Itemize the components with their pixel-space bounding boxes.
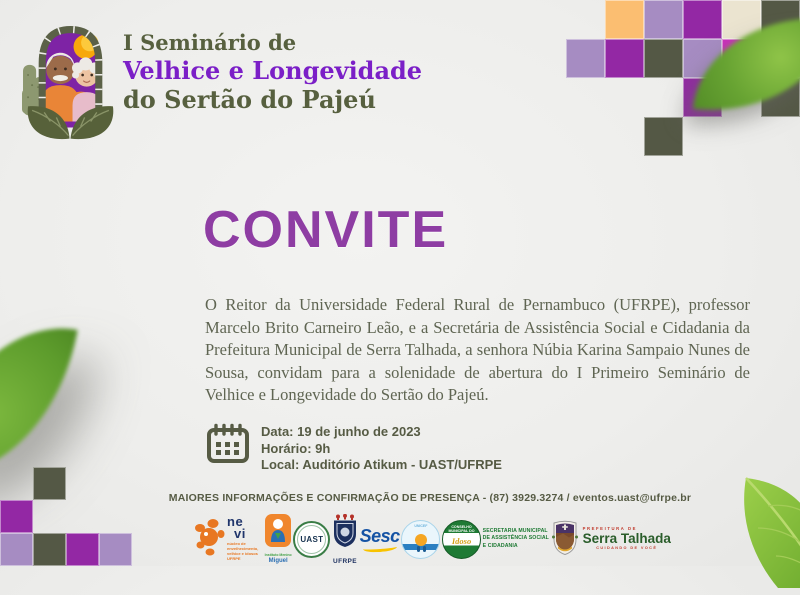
pixel-square-purple <box>683 0 722 39</box>
prefeitura-name: Serra Talhada <box>582 531 671 547</box>
headline-convite: CONVITE <box>203 201 449 259</box>
serra-talhada-crest-icon <box>551 519 579 560</box>
miguel-label: Miguel <box>268 558 288 564</box>
logo-ufrpe <box>332 514 358 565</box>
conselho-text-2: MUNICIPAL DO <box>448 529 475 534</box>
conselho-text-1: CONSELHO <box>451 524 472 529</box>
logo-prefeitura-serra-talhada <box>551 519 671 560</box>
prefeitura-slogan: CUIDANDO DE VOCÊ <box>596 545 658 550</box>
logo-sesc <box>360 526 400 552</box>
seminar-logo-badge <box>22 8 118 142</box>
conselho-seal-icon <box>442 520 481 559</box>
leaf-photo-bottom-right <box>736 470 800 590</box>
pixel-square-lilac <box>566 39 605 78</box>
secretaria-line2: DE ASSISTÊNCIA SOCIAL <box>482 535 549 542</box>
sesc-wordmark: Sesc <box>359 526 400 546</box>
unicef-seal-icon <box>401 520 440 559</box>
seminar-title <box>123 30 422 114</box>
logo-nevi <box>193 515 263 564</box>
pixel-square-purple <box>66 533 99 566</box>
uast-label: UAST <box>297 525 326 554</box>
nevi-text-ne: ne <box>227 513 244 529</box>
uast-seal-icon <box>293 521 330 558</box>
event-location: Local: Auditório Atikum - UAST/UFRPE <box>261 457 502 472</box>
event-date: Data: 19 de junho de 2023 <box>261 424 421 439</box>
invitation-paragraph: O Reitor da Universidade Federal Rural de Pernambuco (UFRPE), professor Marcelo Brito Carneiro Leão, e a Secretária de Assistência Social e Cidadania da Prefeitura Municipal de Serra Talhada, a senhora Núbia Karina Sampaio Nunes de Sousa, convidam para a solenidade de abertura do I Primeiro Seminário de Velhice e Longevidade do Sertão do Pajeú. <box>205 295 750 404</box>
nevi-subtext: núcleo de envelhecimento, velhice e idosos UFRPE <box>227 540 259 561</box>
prefeitura-top-label: PREFEITURA DE <box>582 526 637 532</box>
ufrpe-label: UFRPE <box>332 557 358 565</box>
miguel-figure-icon <box>265 514 291 552</box>
pixel-square-lilac <box>0 533 33 566</box>
sun-icon <box>415 534 427 546</box>
logo-selo-unicef <box>401 520 440 559</box>
secretaria-line3: E CIDADANIA <box>482 542 518 549</box>
pixel-square-purple <box>605 39 644 78</box>
seminar-title-line1: I Seminário de <box>123 30 297 55</box>
nevi-flower-icon <box>193 515 225 564</box>
conselho-idoso-label: Idoso <box>451 535 472 546</box>
unicef-arc-text: UNICEF <box>414 523 428 528</box>
miguel-subtext: Instituto Menino <box>264 553 292 557</box>
figure-icon <box>417 546 420 552</box>
pixel-square-purple <box>0 500 33 533</box>
pixel-square-orange <box>605 0 644 39</box>
event-info-block <box>206 423 502 474</box>
pixel-square-olive <box>644 117 683 156</box>
brand-header <box>22 8 422 142</box>
logo-uast <box>293 521 330 558</box>
pixel-square-lilac <box>99 533 132 566</box>
logo-secretaria-municipal <box>483 528 549 551</box>
pixel-square-olive <box>33 533 66 566</box>
ufrpe-crest-icon <box>332 514 358 557</box>
pixel-square-lilac <box>644 0 683 39</box>
nevi-text-vi: vi <box>234 525 246 541</box>
logo-conselho-municipal-idoso <box>442 520 481 559</box>
pixel-square-olive <box>644 39 683 78</box>
logo-instituto-menino-miguel <box>265 514 292 564</box>
figure-icon <box>423 546 426 552</box>
contact-info-line: MAIORES INFORMAÇÕES E CONFIRMAÇÃO DE PRESENÇA - (87) 3929.3274 / eventos.uast@ufrpe.br <box>168 492 692 504</box>
partner-logos-row <box>193 513 671 565</box>
calendar-icon <box>206 423 250 470</box>
secretaria-line1: SECRETARIA MUNICIPAL <box>482 527 548 534</box>
seminar-title-line3: do Sertão do Pajeú <box>123 84 376 114</box>
seminar-title-line2: Velhice e Longevidade <box>123 55 423 85</box>
event-time: Horário: 9h <box>261 440 331 456</box>
